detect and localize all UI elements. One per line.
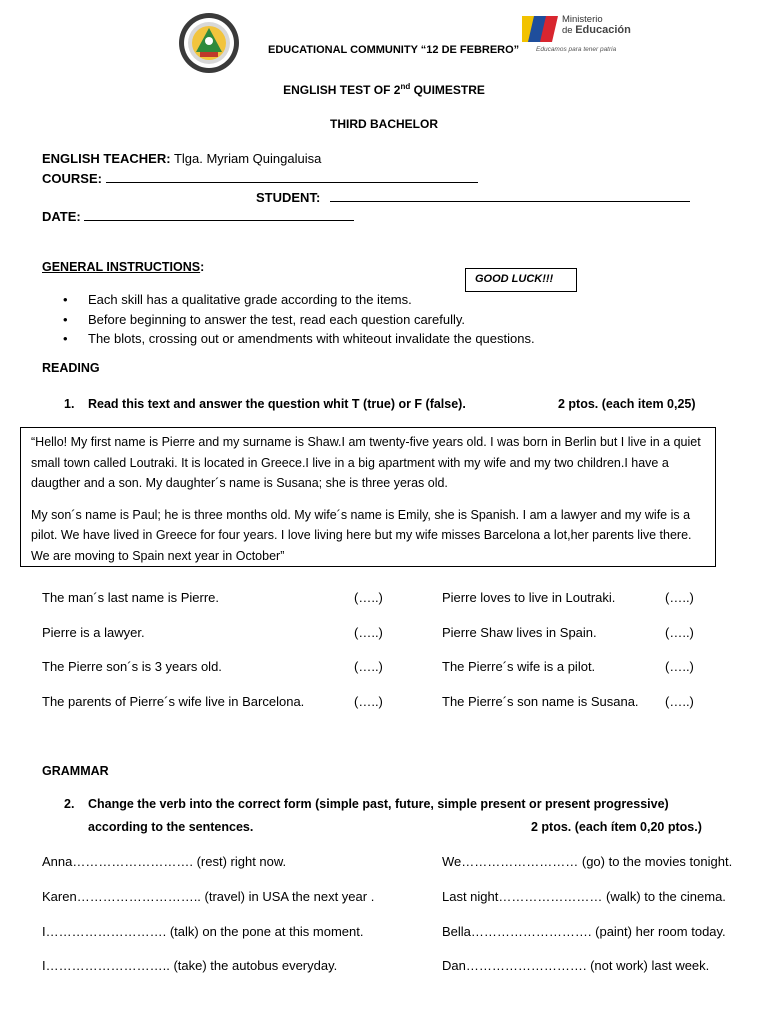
question-1-text: Read this text and answer the question whit T (true) or F (false). xyxy=(88,397,466,411)
passage-paragraph-1: “Hello! My first name is Pierre and my surname is Shaw.I am twenty-five years old. I was born in Berlin but I live in a quiet small town called Loutraki. It is located in Greece.I live in a big apartment with my wife and my two children.I have a daugther and a son. My daughter´s name is Susana; she is three yeras old. xyxy=(31,435,701,490)
tf-answer-blank[interactable]: (…..) xyxy=(354,590,383,605)
course-line[interactable] xyxy=(106,170,478,183)
grammar-item[interactable]: Dan………………………. (not work) last week. xyxy=(442,958,710,973)
ministry-name-2: de xyxy=(562,25,573,36)
tf-answer-blank[interactable]: (…..) xyxy=(665,625,694,640)
school-logo xyxy=(178,12,240,74)
grammar-item[interactable]: I………………………. (talk) on the pone at this moment. xyxy=(42,924,364,939)
ministry-logo xyxy=(520,12,640,60)
grade-title: THIRD BACHELOR xyxy=(330,117,438,131)
instruction-item: • Each skill has a qualitative grade according to the items. xyxy=(60,290,535,310)
grammar-item[interactable]: Anna………………………. (rest) right now. xyxy=(42,854,287,869)
grammar-item[interactable]: We……………………… (go) to the movies tonight. xyxy=(442,854,733,869)
date-line[interactable] xyxy=(84,208,354,221)
ministry-name-1: Ministerio xyxy=(562,14,603,25)
question-2-text-cont: according to the sentences. xyxy=(88,820,254,834)
grammar-heading: GRAMMAR xyxy=(42,764,109,778)
ministry-name-3: Educación xyxy=(575,24,631,36)
reading-passage xyxy=(20,427,716,567)
tf-statement: The parents of Pierre´s wife live in Barcelona. xyxy=(42,694,305,709)
grammar-item[interactable]: Bella………………………. (paint) her room today. xyxy=(442,924,726,939)
test-title: ENGLISH TEST OF 2nd QUIMESTRE xyxy=(283,82,485,97)
question-2-points: 2 ptos. (each ítem 0,20 ptos.) xyxy=(531,820,702,834)
question-2-number: 2. xyxy=(64,797,75,811)
question-1-number: 1. xyxy=(64,397,75,411)
teacher-field: ENGLISH TEACHER: Tlga. Myriam Quingaluisa xyxy=(42,151,322,166)
tf-statement: Pierre is a lawyer. xyxy=(42,625,145,640)
instructions-heading: GENERAL INSTRUCTIONS: xyxy=(42,260,205,274)
tf-answer-blank[interactable]: (…..) xyxy=(665,659,694,674)
tf-answer-blank[interactable]: (…..) xyxy=(354,659,383,674)
tf-answer-blank[interactable]: (…..) xyxy=(354,625,383,640)
tf-statement: Pierre Shaw lives in Spain. xyxy=(442,625,597,640)
tf-statement: Pierre loves to live in Loutraki. xyxy=(442,590,616,605)
grammar-item[interactable]: I……………………….. (take) the autobus everyday. xyxy=(42,958,338,973)
tf-statement: The man´s last name is Pierre. xyxy=(42,590,220,605)
tf-statement: The Pierre´s son name is Susana. xyxy=(442,694,639,709)
date-field[interactable]: DATE: xyxy=(42,208,354,224)
student-field[interactable]: STUDENT: xyxy=(256,189,690,205)
tf-answer-blank[interactable]: (…..) xyxy=(665,694,694,709)
ministry-slogan: Educamos para tener patria xyxy=(536,46,617,53)
tf-statement: The Pierre´s wife is a pilot. xyxy=(442,659,596,674)
course-field[interactable]: COURSE: xyxy=(42,170,478,186)
tf-answer-blank[interactable]: (…..) xyxy=(354,694,383,709)
instructions-list xyxy=(60,290,535,349)
tf-statement: The Pierre son´s is 3 years old. xyxy=(42,659,222,674)
instruction-item: • The blots, crossing out or amendments with whiteout invalidate the questions. xyxy=(60,329,535,349)
tf-answer-blank[interactable]: (…..) xyxy=(665,590,694,605)
grammar-item[interactable]: Last night…………………… (walk) to the cinema. xyxy=(442,889,726,904)
question-1-points: 2 ptos. (each item 0,25) xyxy=(558,397,696,411)
reading-heading: READING xyxy=(42,361,100,375)
student-line[interactable] xyxy=(330,189,690,202)
community-title: EDUCATIONAL COMMUNITY “12 DE FEBRERO” xyxy=(268,44,520,56)
instruction-item: • Before beginning to answer the test, read each question carefully. xyxy=(60,310,535,330)
good-luck-box: GOOD LUCK!!! xyxy=(465,268,577,292)
grammar-item[interactable]: Karen……………………….. (travel) in USA the next year . xyxy=(42,889,375,904)
passage-paragraph-2: My son´s name is Paul; he is three months old. My wife´s name is Emily, she is Spanish. I am a lawyer and my wife is a pilot. We have lived in Greece for four years. I love living here but my wife misses Barcelona a lot,her parents live there. We are moving to Spain next year in October” xyxy=(31,507,692,563)
question-2-text: Change the verb into the correct form (simple past, future, simple present or present progressive) xyxy=(88,797,669,811)
